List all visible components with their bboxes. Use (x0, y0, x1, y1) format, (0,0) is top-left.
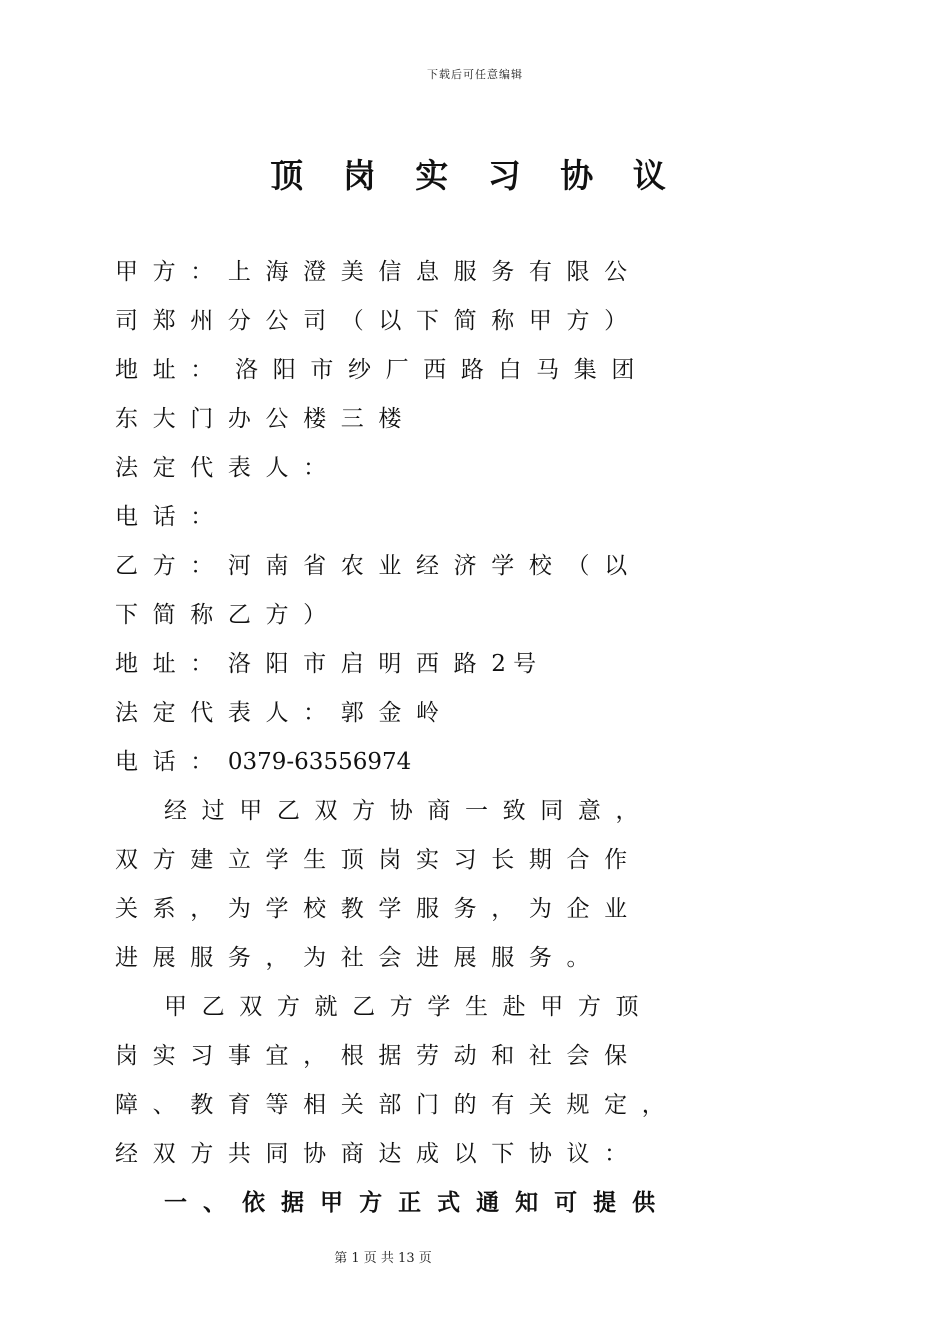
party-a-name-line-2: 司 郑 州 分 公 司 （ 以 下 简 称 甲 方 ） (115, 308, 628, 334)
paragraph-2-line-4: 经 双 方 共 同 协 商 达 成 以 下 协 议 ： (115, 1141, 628, 1167)
document-body (115, 248, 835, 1228)
party-b-legal-rep: 法 定 代 表 人 ： 郭 金 岭 (115, 700, 439, 726)
party-b-name-line-2: 下 简 称 乙 方 ） (115, 602, 327, 628)
page-header-note: 下载后可任意编辑 (427, 68, 523, 81)
party-a-phone: 电 话 ： (115, 504, 214, 530)
party-a-name-line-1: 甲 方 ： 上 海 澄 美 信 息 服 务 有 限 公 (115, 259, 628, 285)
clause-1-heading: 一 、 依 据 甲 方 正 式 通 知 可 提 供 (164, 1190, 656, 1216)
document-title: 顶 岗 实 习 协 议 (270, 156, 680, 195)
paragraph-2-line-3: 障 、 教 育 等 相 关 部 门 的 有 关 规 定 ， (115, 1092, 665, 1118)
party-b-name-line-1: 乙 方 ： 河 南 省 农 业 经 济 学 校 （ 以 (115, 553, 628, 579)
party-a-legal-rep: 法 定 代 表 人 ： (115, 455, 327, 481)
paragraph-1-line-3: 关 系 ， 为 学 校 教 学 服 务 ， 为 企 业 (115, 896, 628, 922)
paragraph-2-line-1: 甲 乙 双 方 就 乙 方 学 生 赴 甲 方 顶 (164, 994, 639, 1020)
party-a-address-line-2: 东 大 门 办 公 楼 三 楼 (115, 406, 402, 432)
party-b-phone: 电 话 ： 0379-63556974 (115, 749, 412, 775)
paragraph-1-line-4: 进 展 服 务 ， 为 社 会 进 展 服 务 。 (115, 945, 590, 971)
party-b-address: 地 址 ： 洛 阳 市 启 明 西 路 2 号 (115, 651, 537, 677)
paragraph-1-line-1: 经 过 甲 乙 双 方 协 商 一 致 同 意 ， (164, 798, 639, 824)
paragraph-1-line-2: 双 方 建 立 学 生 顶 岗 实 习 长 期 合 作 (115, 847, 628, 873)
page-footer-number: 第 1 页 共 13 页 (334, 1251, 432, 1266)
party-a-address-line-1: 地 址 ： 洛 阳 市 纱 厂 西 路 白 马 集 团 (115, 357, 635, 383)
paragraph-2-line-2: 岗 实 习 事 宜 ， 根 据 劳 动 和 社 会 保 (115, 1043, 628, 1069)
